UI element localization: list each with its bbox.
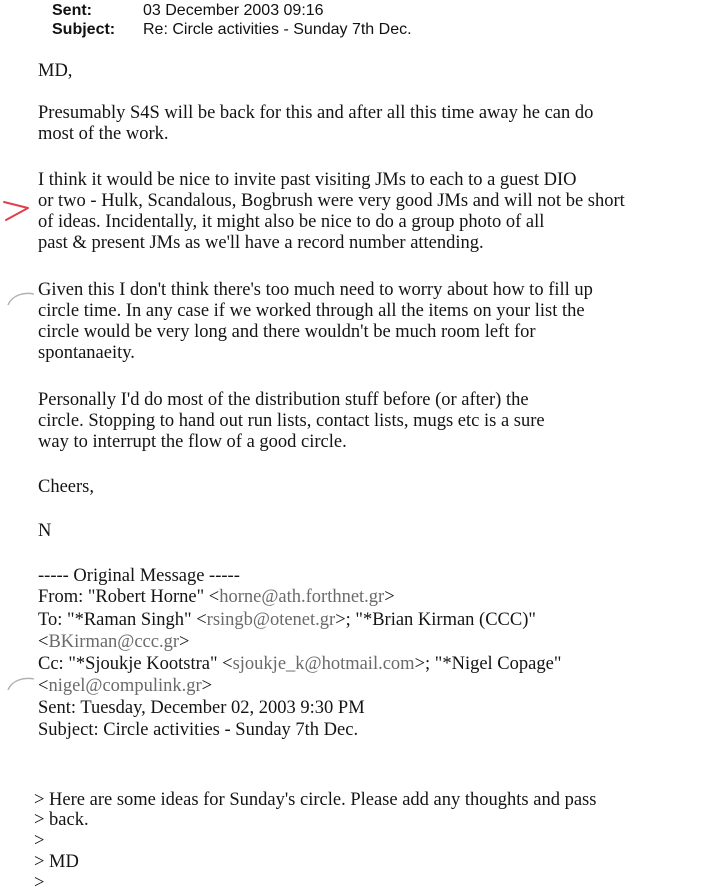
to-line-2-prefix: < xyxy=(38,632,49,652)
sent-value: 03 December 2003 09:16 xyxy=(143,2,324,19)
cc-line-2-suffix: > xyxy=(201,676,213,696)
from-suffix: > xyxy=(384,587,395,607)
cc-prefix: Cc: "*Sjoukje Kootstra" < xyxy=(38,654,233,674)
greeting: MD, xyxy=(38,61,73,81)
to-email-2-link[interactable]: BKirman@ccc.gr xyxy=(48,632,179,652)
paragraph-2-line-3: of ideas. Incidentally, it might also be nice to do a group photo of all xyxy=(38,212,545,232)
cc-email-1-link[interactable]: sjoukje_k@hotmail.com xyxy=(232,654,415,674)
quoted-line-3: > xyxy=(34,831,45,851)
original-subject: Subject: Circle activities - Sunday 7th Dec. xyxy=(38,720,359,740)
to-prefix: To: "*Raman Singh" < xyxy=(38,610,207,630)
paragraph-4-line-2: circle. Stopping to hand out run lists, contact lists, mugs etc is a sure xyxy=(38,411,545,431)
to-line-2-suffix: > xyxy=(179,632,190,652)
signoff: Cheers, xyxy=(38,477,94,497)
cc-email-2-link[interactable]: nigel@compulink.gr xyxy=(48,676,202,696)
bracket-mark-icon xyxy=(6,291,36,313)
paragraph-3-line-3: circle would be very long and there wouldn't be much room left for xyxy=(38,322,536,342)
original-message-heading: ----- Original Message ----- xyxy=(38,566,240,586)
arrow-icon xyxy=(2,194,32,222)
to-line-2 xyxy=(38,632,189,653)
to-line-1 xyxy=(38,610,536,631)
to-email-1-link[interactable]: rsingb@otenet.gr xyxy=(206,610,336,630)
cc-line-1 xyxy=(38,654,561,675)
paragraph-3-line-2: circle time. In any case if we worked through all the items on your list the xyxy=(38,301,585,321)
from-prefix: From: "Robert Horne" < xyxy=(38,587,220,607)
quoted-line-4: > MD xyxy=(34,852,79,872)
subject-value: Re: Circle activities - Sunday 7th Dec. xyxy=(143,21,412,38)
paragraph-2-line-1: I think it would be nice to invite past visiting JMs to each to a guest DIO xyxy=(38,170,577,190)
paragraph-2-line-2: or two - Hulk, Scandalous, Bogbrush were very good JMs and will not be short xyxy=(38,191,625,211)
sent-label: Sent: xyxy=(52,2,92,19)
quoted-line-2: > back. xyxy=(34,810,89,830)
bracket-stroke-1 xyxy=(8,293,34,305)
from-email-link[interactable]: horne@ath.forthnet.gr xyxy=(219,587,385,607)
from-line xyxy=(38,587,395,608)
quoted-line-5: > xyxy=(34,873,45,893)
paragraph-4-line-1: Personally I'd do most of the distribution stuff before (or after) the xyxy=(38,390,529,410)
cc-line-2-prefix: < xyxy=(38,676,49,696)
original-sent: Sent: Tuesday, December 02, 2003 9:30 PM xyxy=(38,698,365,718)
signature: N xyxy=(38,521,52,541)
paragraph-3-line-4: spontanaeity. xyxy=(38,343,135,363)
quoted-line-1: > Here are some ideas for Sunday's circle. Please add any thoughts and pass xyxy=(34,790,597,810)
to-mid: >; "*Brian Kirman (CCC)" xyxy=(335,610,536,630)
cc-line-2 xyxy=(38,676,212,697)
paragraph-1-line-1: Presumably S4S will be back for this and after all this time away he can do xyxy=(38,103,594,123)
subject-label: Subject: xyxy=(52,21,116,38)
paragraph-1-line-2: most of the work. xyxy=(38,124,169,144)
bracket-stroke-2 xyxy=(8,678,34,690)
bracket-mark-icon-2 xyxy=(6,676,36,698)
paragraph-2-line-4: past & present JMs as we'll have a record number attending. xyxy=(38,233,484,253)
paragraph-3-line-1: Given this I don't think there's too much need to worry about how to fill up xyxy=(38,280,593,300)
arrow-stroke xyxy=(4,202,28,220)
cc-mid: >; "*Nigel Copage" xyxy=(414,654,562,674)
paragraph-4-line-3: way to interrupt the flow of a good circle. xyxy=(38,432,347,452)
